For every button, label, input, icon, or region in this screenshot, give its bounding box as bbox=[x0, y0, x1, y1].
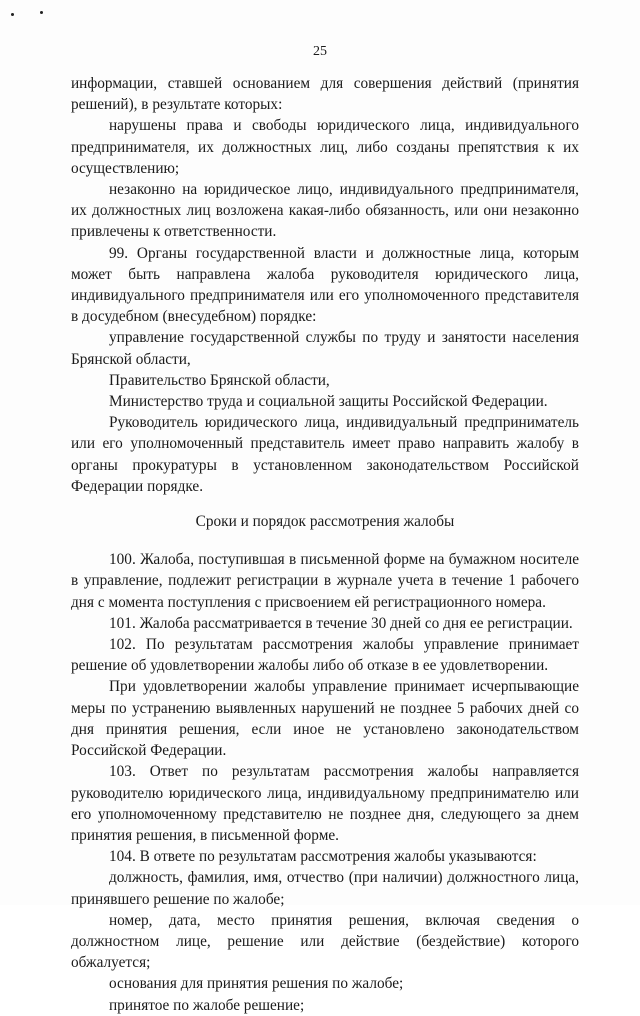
page-number: 25 bbox=[313, 44, 327, 59]
paragraph: 104. В ответе по результатам рассмотрения жалобы указываются: bbox=[109, 848, 537, 866]
paragraph: основания для принятия решения по жалобе; bbox=[109, 975, 404, 993]
paragraph: Министерство труда и социальной защиты Российской Федерации. bbox=[109, 393, 548, 411]
paragraph: 99. Органы государственной власти и должностные лица, которым может быть направлена жалоба руководителя юридического лица, индивидуального предпринимателя или его уполномоченного представителя в досудебном (внесудебном) порядке: bbox=[71, 244, 579, 326]
paragraph: незаконно на юридическое лицо, индивидуального предпринимателя, их должностных лиц возложена какая-либо обязанность, или они незаконно привлечены к ответственности. bbox=[71, 181, 579, 241]
paragraph: 102. По результатам рассмотрения жалобы управление принимает решение об удовлетворении жалобы либо об отказе в ее удовлетворении. bbox=[71, 636, 579, 675]
section-heading: Сроки и порядок рассмотрения жалобы bbox=[195, 513, 455, 531]
paragraph: информации, ставшей основанием для совершения действий (принятия решений), в результате которых: bbox=[71, 75, 579, 114]
paragraph: 103. Ответ по результатам рассмотрения жалобы направляется руководителю юридического лица, индивидуальному предпринимателю или его уполномоченному представителю не позднее дня, следующего за днем принятия решения, в письменной форме. bbox=[71, 763, 579, 844]
paragraph: При удовлетворении жалобы управление принимает исчерпывающие меры по устранению выявленных нарушений не позднее 5 рабочих дней со дня принятия решения, если иное не установлено законодательством Российской Федерации. bbox=[71, 678, 579, 760]
scan-dot-mark bbox=[40, 11, 43, 14]
paragraph: 101. Жалоба рассматривается в течение 30 дней со дня ее регистрации. bbox=[109, 614, 573, 632]
paragraph: Руководитель юридического лица, индивидуальный предприниматель или его уполномоченный представитель имеет право направить жалобу в органы прокуратуры в установленном законодательством Российской Федерации порядке. bbox=[71, 414, 579, 495]
paragraph: номер, дата, место принятия решения, включая сведения о должностном лице, решение или действие (бездействие) которого обжалуется; bbox=[71, 911, 579, 972]
paragraph: нарушены права и свободы юридического лица, индивидуального предпринимателя, их должностных лиц, либо созданы препятствия к их осуществлению; bbox=[71, 117, 579, 177]
paragraph: должность, фамилия, имя, отчество (при наличии) должностного лица, принявшего решение по жалобе; bbox=[71, 869, 579, 908]
paragraph: Правительство Брянской области, bbox=[109, 371, 330, 389]
paragraph: принятое по жалобе решение; bbox=[109, 996, 305, 1014]
scan-dot-mark bbox=[11, 13, 14, 16]
paragraph: 100. Жалоба, поступившая в письменной форме на бумажном носителе в управление, подлежит регистрации в журнале учета в течение 1 рабочего дня с момента поступления с присвоением ей регистрационного номера. bbox=[71, 551, 579, 611]
document-body bbox=[71, 73, 579, 1016]
paragraph: управление государственной службы по труду и занятости населения Брянской области, bbox=[71, 329, 579, 368]
